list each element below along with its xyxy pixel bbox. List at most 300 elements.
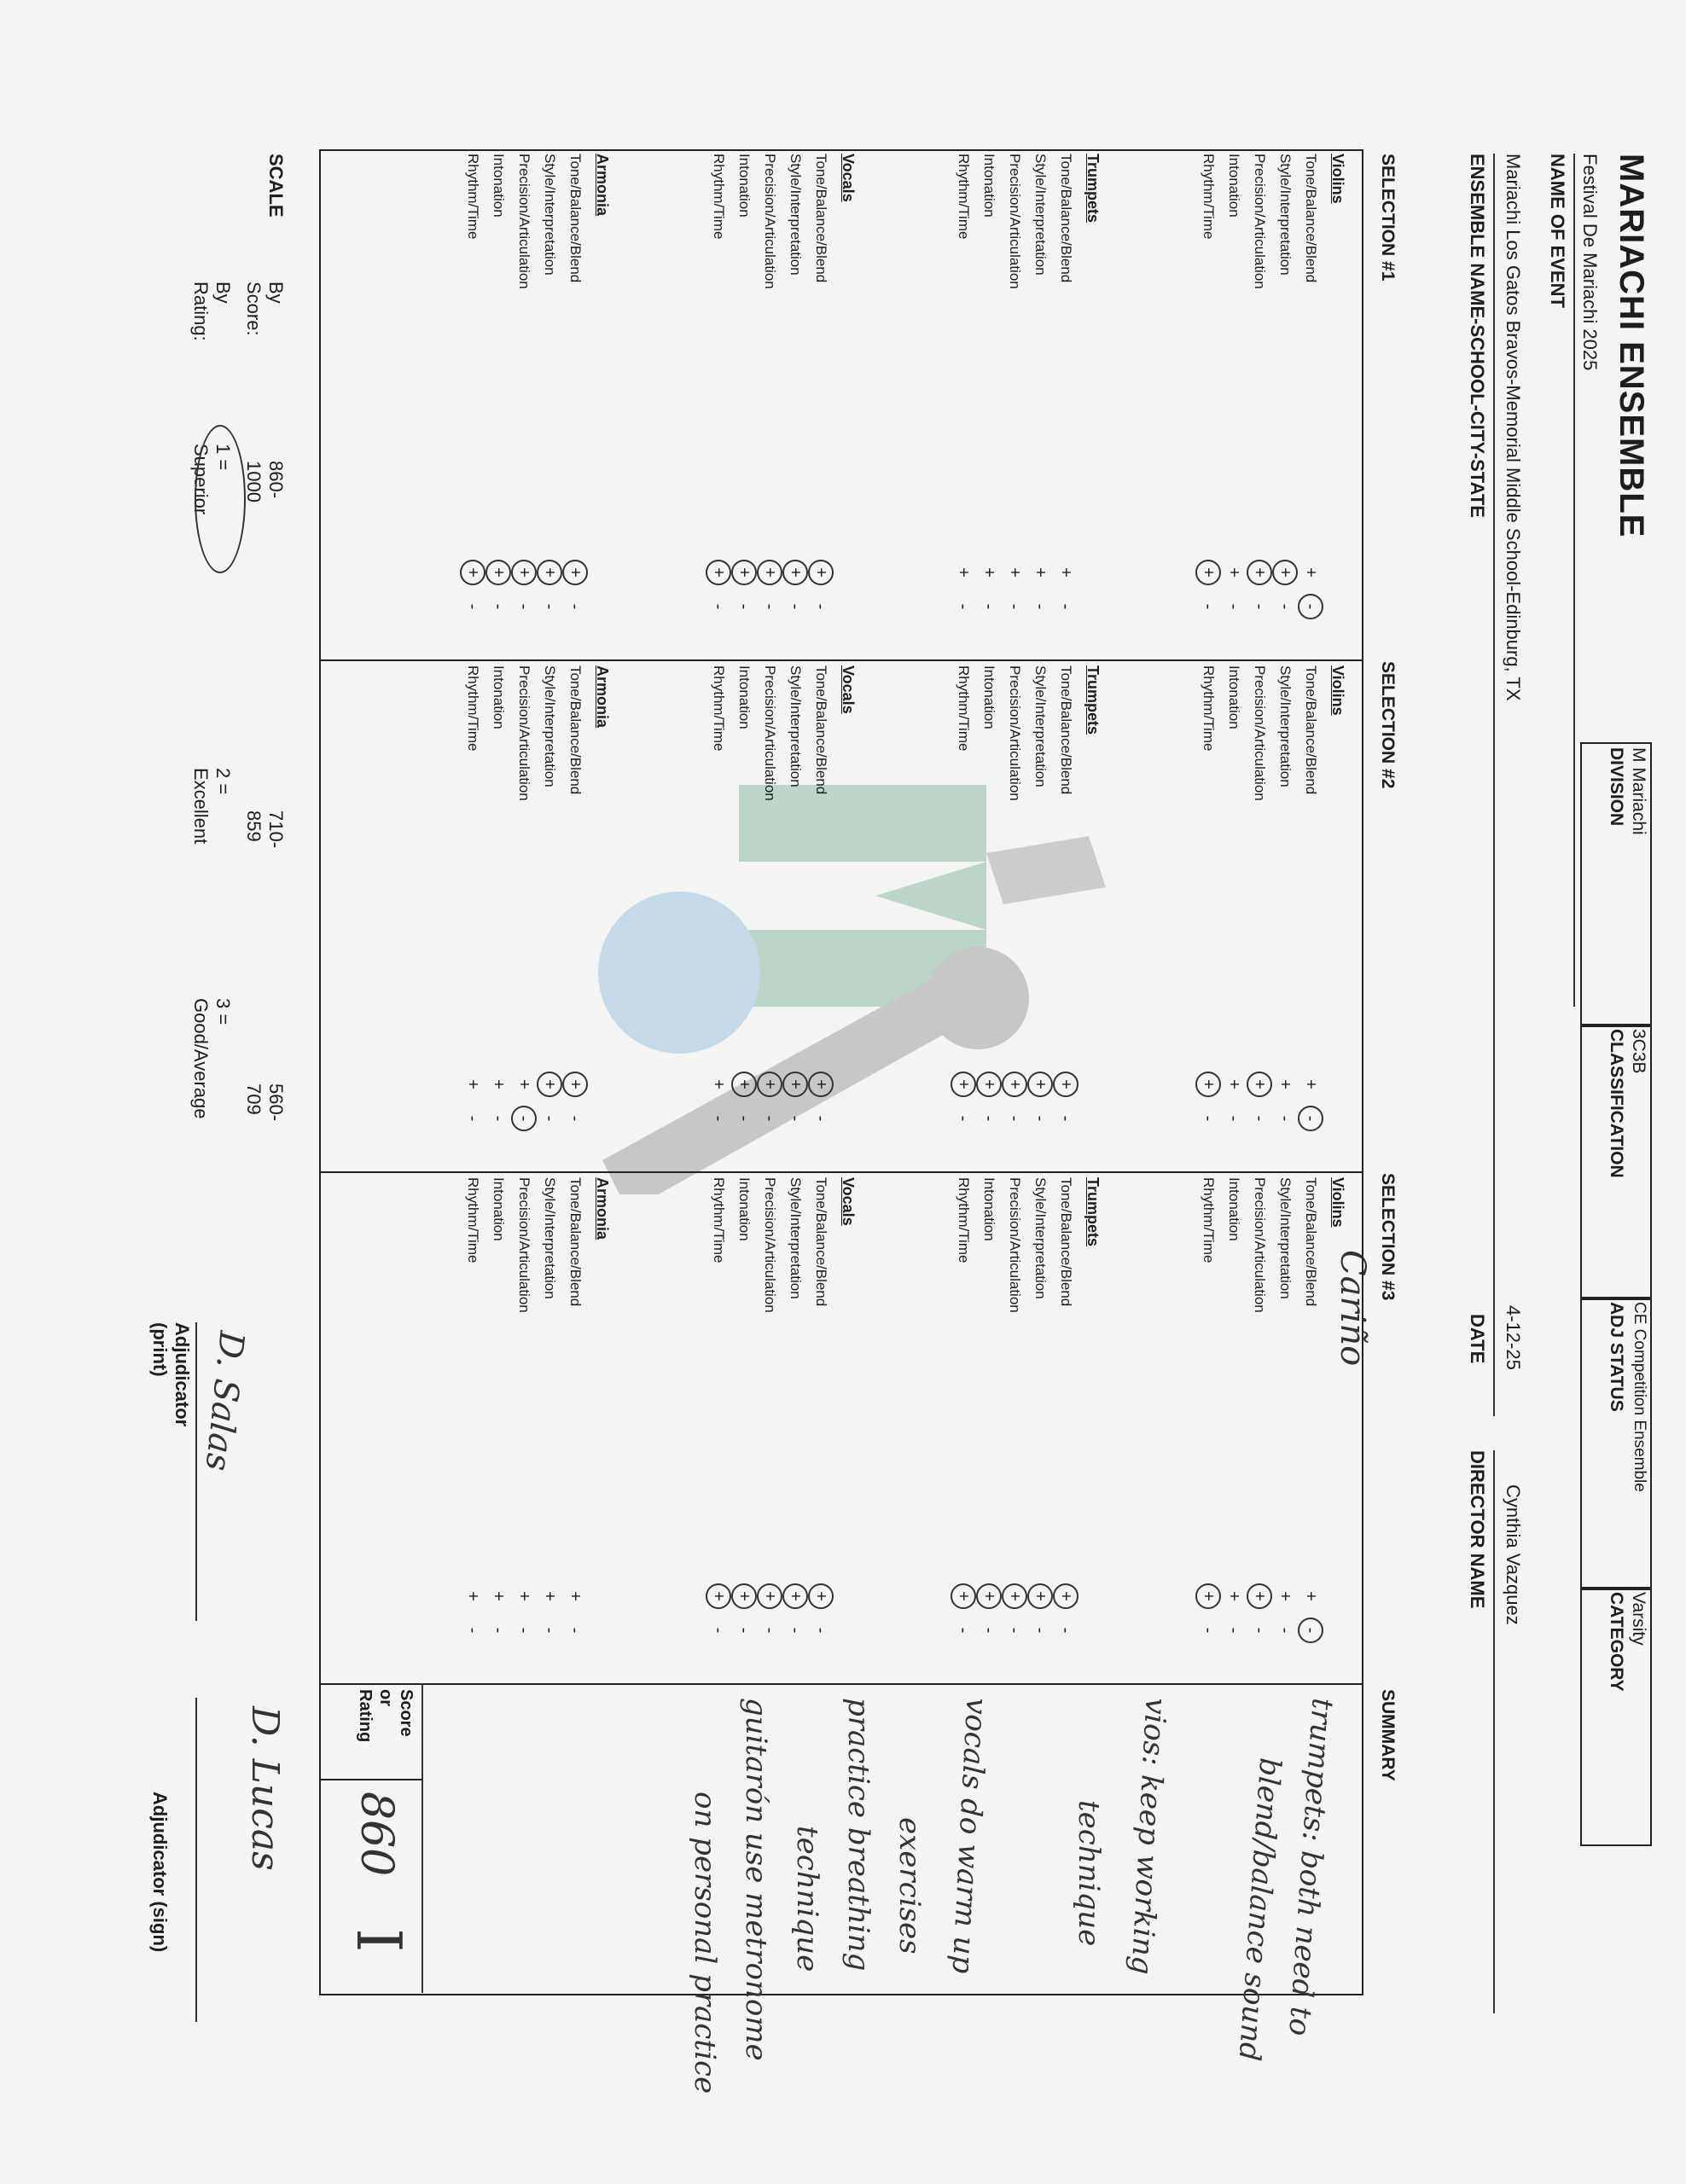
comment-line: guitarón use metronome	[739, 1698, 773, 2061]
criterion-label: Intonation	[981, 154, 997, 218]
plus-mark: +	[709, 1591, 728, 1601]
criterion-label: Tone/Balance/Blend	[1058, 154, 1074, 283]
circled-minus-mark	[1298, 594, 1323, 619]
minus-mark: -	[1276, 1115, 1294, 1122]
minus-mark: -	[489, 1627, 508, 1634]
plus-mark: +	[980, 567, 998, 578]
criterion-label: Style/Interpretation	[1277, 154, 1294, 276]
minus-mark: -	[1250, 603, 1269, 610]
criterion-label: Tone/Balance/Blend	[567, 154, 584, 283]
plus-mark: +	[463, 1591, 482, 1601]
rating-excellent: 2 = Excellent	[190, 768, 234, 845]
adjudicator-print-sub: (print)	[149, 1322, 171, 1377]
criterion-label: Intonation	[981, 665, 997, 729]
criterion-label: Intonation	[491, 1177, 507, 1241]
criterion-label: Precision/Articulation	[516, 1177, 532, 1313]
minus-mark: -	[1199, 1115, 1218, 1122]
minus-mark: -	[1031, 1627, 1049, 1634]
plus-mark: +	[760, 567, 779, 578]
plus-mark: +	[811, 567, 830, 578]
circled-plus-mark	[1195, 1583, 1221, 1609]
minus-mark: -	[1031, 1115, 1049, 1122]
criterion-label: Tone/Balance/Blend	[567, 1177, 584, 1307]
minus-mark: -	[735, 1627, 753, 1634]
circled-plus-mark	[808, 560, 834, 585]
minus-mark: -	[566, 1115, 584, 1122]
criterion-label: Style/Interpretation	[542, 665, 558, 787]
circled-plus-mark	[460, 560, 485, 585]
criterion-label: Precision/Articulation	[762, 154, 778, 289]
plus-mark: +	[540, 1591, 559, 1601]
plus-mark: +	[1199, 1591, 1218, 1601]
criterion-label: Style/Interpretation	[1032, 154, 1049, 276]
plus-mark: +	[540, 1079, 559, 1089]
criterion-label: Style/Interpretation	[788, 154, 804, 276]
criterion-label: Intonation	[736, 1177, 753, 1241]
selection-1-column	[334, 154, 1358, 665]
minus-mark: -	[515, 1115, 533, 1122]
plus-mark: +	[489, 1591, 508, 1601]
adj-status-value: CE Competition Ensemble	[1631, 1302, 1648, 1492]
director-label: DIRECTOR NAME	[1467, 1450, 1488, 1609]
plus-mark: +	[1005, 1079, 1024, 1089]
minus-mark: -	[980, 1115, 998, 1122]
circled-plus-mark	[562, 1072, 588, 1097]
score-box-divider	[321, 1779, 423, 1780]
circled-plus-mark	[537, 560, 562, 585]
section-title-armonia: Armonia	[594, 1177, 611, 1240]
plus-mark: +	[786, 1079, 805, 1089]
circled-minus-mark	[1298, 1106, 1323, 1131]
plus-mark: +	[1031, 1079, 1049, 1089]
minus-mark: -	[463, 1115, 482, 1122]
circled-plus-mark	[1027, 1072, 1053, 1097]
adj-status-label: ADJ STATUS	[1607, 1302, 1626, 1412]
circled-plus-mark	[731, 1583, 757, 1609]
minus-mark: -	[954, 1115, 973, 1122]
minus-mark: -	[1199, 1627, 1218, 1634]
minus-mark: -	[540, 1115, 559, 1122]
criterion-label: Tone/Balance/Blend	[1058, 665, 1074, 795]
plus-mark: +	[1056, 567, 1075, 578]
criterion-label: Precision/Articulation	[516, 665, 532, 801]
adjudicator-sign-label: Adjudicator (sign)	[149, 1792, 171, 1953]
criterion-label: Style/Interpretation	[542, 154, 558, 276]
criterion-label: Intonation	[981, 1177, 997, 1241]
circled-plus-mark	[562, 560, 588, 585]
circled-plus-mark	[1053, 1583, 1078, 1609]
plus-mark: +	[1301, 567, 1320, 578]
category-value: Varsity	[1629, 1592, 1648, 1646]
summary-title: SUMMARY	[1378, 1689, 1398, 1781]
score-value: 860	[351, 1792, 402, 1877]
section-title-vocals: Vocals	[840, 154, 857, 202]
minus-mark: -	[1224, 1115, 1243, 1122]
adjudicator-print-signature: D. Salas	[197, 1329, 252, 1473]
circled-plus-mark	[757, 1583, 782, 1609]
circled-plus-mark	[537, 1072, 562, 1097]
minus-mark: -	[1031, 603, 1049, 610]
plus-mark: +	[1250, 1591, 1269, 1601]
date-value: 4-12-25	[1503, 1305, 1524, 1370]
criterion-label: Style/Interpretation	[788, 1177, 804, 1299]
minus-mark: -	[1005, 1115, 1024, 1122]
minus-mark: -	[1224, 1627, 1243, 1634]
criterion-label: Style/Interpretation	[542, 1177, 558, 1299]
plus-mark: +	[1250, 567, 1269, 578]
criterion-label: Precision/Articulation	[1252, 1177, 1268, 1313]
criterion-label: Style/Interpretation	[1032, 665, 1049, 787]
minus-mark: -	[954, 603, 973, 610]
circled-plus-mark	[731, 560, 757, 585]
section-title-trumpets: Trumpets	[1084, 154, 1102, 224]
circled-plus-mark	[731, 1072, 757, 1097]
section-title-violins: Violins	[1329, 665, 1346, 716]
criterion-label: Precision/Articulation	[1007, 1177, 1023, 1313]
circled-plus-mark	[976, 1583, 1002, 1609]
circled-plus-mark	[1247, 560, 1272, 585]
minus-mark: -	[1301, 1627, 1320, 1634]
criterion-label: Intonation	[491, 665, 507, 729]
circled-plus-mark	[808, 1072, 834, 1097]
comment-line: practice breathing	[841, 1698, 875, 1972]
criterion-label: Rhythm/Time	[956, 154, 972, 240]
minus-mark: -	[566, 603, 584, 610]
minus-mark: -	[1005, 603, 1024, 610]
section-title-vocals: Vocals	[840, 1177, 857, 1226]
criterion-label: Intonation	[1226, 1177, 1242, 1241]
form-title: MARIACHI ENSEMBLE	[1613, 154, 1650, 538]
criterion-label: Intonation	[736, 154, 753, 218]
criterion-label: Rhythm/Time	[465, 1177, 481, 1263]
section-title-violins: Violins	[1329, 154, 1346, 204]
criterion-label: Style/Interpretation	[1032, 1177, 1049, 1299]
comment-line: on personal practice	[688, 1792, 722, 2094]
criterion-label: Tone/Balance/Blend	[813, 1177, 829, 1307]
plus-mark: +	[489, 1079, 508, 1089]
minus-mark: -	[954, 1627, 973, 1634]
plus-mark: +	[786, 1591, 805, 1601]
criterion-label: Style/Interpretation	[1277, 1177, 1294, 1299]
name-of-event-label: NAME OF EVENT	[1547, 154, 1568, 308]
circled-minus-mark	[1298, 1618, 1323, 1643]
minus-mark: -	[1056, 1115, 1075, 1122]
minus-mark: -	[1005, 1627, 1024, 1634]
minus-mark: -	[540, 1627, 559, 1634]
rating-good-average: 3 = Good/Average	[190, 998, 234, 1119]
adjudicator-print-label: Adjudicator	[172, 1322, 193, 1427]
comment-line: technique	[790, 1826, 824, 1972]
minus-mark: -	[1250, 1115, 1269, 1122]
criterion-label: Intonation	[736, 665, 753, 729]
minus-mark: -	[489, 1115, 508, 1122]
selection-2-title: SELECTION #2	[1378, 661, 1398, 789]
circled-plus-mark	[782, 560, 808, 585]
plus-mark: +	[709, 567, 728, 578]
minus-mark: -	[786, 1115, 805, 1122]
by-score-label: By Score:	[243, 282, 287, 336]
comment-line: trumpets: both need to	[1282, 1697, 1340, 2037]
plus-mark: +	[515, 1079, 533, 1089]
selection-3-song-name: Cariño	[1333, 1250, 1372, 1367]
classification-value: 3C3B	[1629, 1029, 1648, 1074]
criterion-label: Rhythm/Time	[1201, 665, 1217, 752]
adj-status-box	[1580, 1297, 1652, 1590]
criterion-label: Rhythm/Time	[465, 154, 481, 240]
plus-mark: +	[760, 1079, 779, 1089]
circled-minus-mark	[511, 1106, 537, 1131]
circled-plus-mark	[1195, 560, 1221, 585]
comment-line: vocals do warm up	[945, 1697, 994, 1975]
minus-mark: -	[515, 603, 533, 610]
classification-box	[1580, 1024, 1652, 1300]
plus-mark: +	[980, 1079, 998, 1089]
ensemble-label: ENSEMBLE NAME-SCHOOL-CITY-STATE	[1467, 154, 1488, 518]
section-title-vocals: Vocals	[840, 665, 857, 714]
plus-mark: +	[1005, 567, 1024, 578]
circled-plus-mark	[1053, 1072, 1078, 1097]
minus-mark: -	[760, 1115, 779, 1122]
plus-mark: +	[1224, 1079, 1243, 1089]
section-title-armonia: Armonia	[594, 665, 611, 729]
plus-mark: +	[1031, 1591, 1049, 1601]
minus-mark: -	[1250, 1627, 1269, 1634]
circled-plus-mark	[511, 560, 537, 585]
criterion-label: Tone/Balance/Blend	[813, 154, 829, 283]
plus-mark: +	[735, 567, 753, 578]
minus-mark: -	[811, 1627, 830, 1634]
criterion-label: Tone/Balance/Blend	[1058, 1177, 1074, 1307]
minus-mark: -	[463, 603, 482, 610]
adjudicator-sign-signature: D. Lucas	[243, 1706, 287, 1871]
comment-line: blend/balance sound	[1231, 1757, 1288, 2063]
plus-mark: +	[1301, 1591, 1320, 1601]
plus-mark: +	[1276, 1079, 1294, 1089]
circled-plus-mark	[1195, 1072, 1221, 1097]
adjudicator-print-line	[195, 1322, 197, 1621]
criterion-label: Rhythm/Time	[956, 665, 972, 752]
criterion-label: Tone/Balance/Blend	[1303, 665, 1319, 795]
section-title-violins: Violins	[1329, 1177, 1346, 1228]
plus-mark: +	[811, 1079, 830, 1089]
criterion-label: Precision/Articulation	[1252, 154, 1268, 289]
plus-mark: +	[811, 1591, 830, 1601]
criterion-label: Intonation	[1226, 154, 1242, 218]
plus-mark: +	[463, 567, 482, 578]
criterion-label: Tone/Balance/Blend	[567, 665, 584, 795]
plus-mark: +	[515, 567, 533, 578]
criterion-label: Rhythm/Time	[711, 154, 727, 240]
section-title-trumpets: Trumpets	[1084, 1177, 1102, 1247]
minus-mark: -	[489, 603, 508, 610]
classification-label: CLASSIFICATION	[1607, 1029, 1626, 1178]
plus-mark: +	[954, 1591, 973, 1601]
plus-mark: +	[1199, 567, 1218, 578]
plus-mark: +	[1301, 1079, 1320, 1089]
comment-line: exercises	[892, 1817, 927, 1955]
criterion-label: Precision/Articulation	[1252, 665, 1268, 801]
rating-label: Rating	[356, 1689, 375, 1743]
comment-line: technique	[1072, 1800, 1106, 1947]
minus-mark: -	[463, 1627, 482, 1634]
selection-1-title: SELECTION #1	[1378, 154, 1398, 282]
division-label: DIVISION	[1607, 747, 1626, 827]
criterion-label: Rhythm/Time	[711, 1177, 727, 1263]
criterion-label: Precision/Articulation	[762, 665, 778, 801]
or-label: or	[376, 1689, 395, 1706]
selection-2-column	[334, 665, 1358, 1177]
score-range-3: 560-709	[243, 1083, 287, 1122]
scale-label: SCALE	[265, 154, 287, 218]
circled-plus-mark	[1272, 560, 1298, 585]
criterion-label: Rhythm/Time	[956, 1177, 972, 1263]
division-value: M Mariachi	[1629, 747, 1648, 835]
plus-mark: +	[954, 1079, 973, 1089]
criterion-label: Rhythm/Time	[1201, 154, 1217, 240]
plus-mark: +	[566, 1591, 584, 1601]
criterion-label: Rhythm/Time	[465, 665, 481, 752]
plus-mark: +	[980, 1591, 998, 1601]
circled-plus-mark	[485, 560, 511, 585]
circled-plus-mark	[1027, 1583, 1053, 1609]
minus-mark: -	[760, 1627, 779, 1634]
minus-mark: -	[1276, 603, 1294, 610]
minus-mark: -	[566, 1627, 584, 1634]
minus-mark: -	[980, 1627, 998, 1634]
category-label: CATEGORY	[1607, 1592, 1626, 1692]
circled-plus-mark	[951, 1072, 976, 1097]
circled-plus-mark	[782, 1583, 808, 1609]
plus-mark: +	[566, 1079, 584, 1089]
circled-plus-mark	[706, 560, 731, 585]
minus-mark: -	[1056, 1627, 1075, 1634]
criterion-label: Tone/Balance/Blend	[1303, 154, 1319, 283]
criterion-label: Precision/Articulation	[1007, 665, 1023, 801]
plus-mark: +	[1056, 1591, 1075, 1601]
plus-mark: +	[1199, 1079, 1218, 1089]
festival-name: Festival De Mariachi 2025	[1579, 154, 1601, 371]
plus-mark: +	[1056, 1079, 1075, 1089]
circled-plus-mark	[951, 1583, 976, 1609]
director-value: Cynthia Vazquez	[1503, 1484, 1524, 1625]
score-rating-labels	[355, 1689, 416, 1742]
circled-plus-mark	[706, 1583, 731, 1609]
plus-mark: +	[1276, 567, 1294, 578]
circled-plus-mark	[757, 560, 782, 585]
minus-mark: -	[786, 603, 805, 610]
plus-mark: +	[1005, 1591, 1024, 1601]
ensemble-underline	[1493, 154, 1495, 1416]
circled-plus-mark	[757, 1072, 782, 1097]
summary-comments	[423, 1697, 1362, 2094]
minus-mark: -	[735, 1115, 753, 1122]
score-label: Score	[397, 1689, 416, 1737]
rating-value: I	[343, 1928, 415, 1953]
category-box	[1580, 1587, 1652, 1846]
minus-mark: -	[811, 1115, 830, 1122]
criterion-label: Style/Interpretation	[788, 665, 804, 787]
plus-mark: +	[463, 1079, 482, 1089]
plus-mark: +	[1276, 1591, 1294, 1601]
minus-mark: -	[1056, 603, 1075, 610]
score-range-1: 860-1000	[243, 461, 287, 502]
criterion-label: Tone/Balance/Blend	[1303, 1177, 1319, 1307]
selection-3-column	[334, 1177, 1358, 1689]
section-title-trumpets: Trumpets	[1084, 665, 1102, 735]
minus-mark: -	[1224, 603, 1243, 610]
circled-plus-mark	[1002, 1583, 1027, 1609]
minus-mark: -	[735, 603, 753, 610]
circled-plus-mark	[1002, 1072, 1027, 1097]
minus-mark: -	[1301, 1115, 1320, 1122]
minus-mark: -	[1199, 603, 1218, 610]
minus-mark: -	[811, 603, 830, 610]
date-label: DATE	[1467, 1314, 1488, 1364]
criterion-label: Rhythm/Time	[711, 665, 727, 752]
selection-3-title: SELECTION #3	[1378, 1173, 1398, 1301]
plus-mark: +	[566, 567, 584, 578]
director-underline	[1493, 1450, 1495, 2013]
minus-mark: -	[1276, 1627, 1294, 1634]
ensemble-value: Mariachi Los Gatos Bravos-Memorial Middle School-Edinburg, TX	[1503, 154, 1524, 701]
criterion-label: Intonation	[491, 154, 507, 218]
section-title-armonia: Armonia	[594, 154, 611, 217]
division-box	[1580, 742, 1652, 1027]
plus-mark: +	[735, 1079, 753, 1089]
plus-mark: +	[1250, 1079, 1269, 1089]
comment-line: vios: keep working	[1124, 1697, 1173, 1976]
criterion-label: Intonation	[1226, 665, 1242, 729]
minus-mark: -	[709, 603, 728, 610]
minus-mark: -	[540, 603, 559, 610]
plus-mark: +	[954, 567, 973, 578]
circled-plus-mark	[1247, 1583, 1272, 1609]
plus-mark: +	[735, 1591, 753, 1601]
minus-mark: -	[515, 1627, 533, 1634]
plus-mark: +	[540, 567, 559, 578]
circled-plus-mark	[782, 1072, 808, 1097]
score-range-2: 710-859	[243, 810, 287, 849]
minus-mark: -	[1301, 603, 1320, 610]
minus-mark: -	[709, 1627, 728, 1634]
plus-mark: +	[1224, 567, 1243, 578]
criterion-label: Tone/Balance/Blend	[813, 665, 829, 795]
circled-plus-mark	[976, 1072, 1002, 1097]
minus-mark: -	[709, 1115, 728, 1122]
criterion-label: Precision/Articulation	[516, 154, 532, 289]
minus-mark: -	[786, 1627, 805, 1634]
rating-superior-circle	[195, 425, 246, 573]
rating-superior: 1 = Superior	[190, 444, 234, 515]
plus-mark: +	[709, 1079, 728, 1089]
criterion-label: Precision/Articulation	[762, 1177, 778, 1313]
circled-plus-mark	[1247, 1072, 1272, 1097]
plus-mark: +	[515, 1591, 533, 1601]
adjudicator-sign-line	[195, 1698, 197, 2022]
plus-mark: +	[489, 567, 508, 578]
plus-mark: +	[760, 1591, 779, 1601]
plus-mark: +	[786, 567, 805, 578]
criterion-label: Precision/Articulation	[1007, 154, 1023, 289]
criterion-label: Rhythm/Time	[1201, 1177, 1217, 1263]
minus-mark: -	[760, 603, 779, 610]
by-rating-label: By Rating:	[190, 282, 234, 341]
criterion-label: Style/Interpretation	[1277, 665, 1294, 787]
plus-mark: +	[1031, 567, 1049, 578]
minus-mark: -	[980, 603, 998, 610]
festival-underline	[1573, 154, 1575, 1007]
plus-mark: +	[1224, 1591, 1243, 1601]
